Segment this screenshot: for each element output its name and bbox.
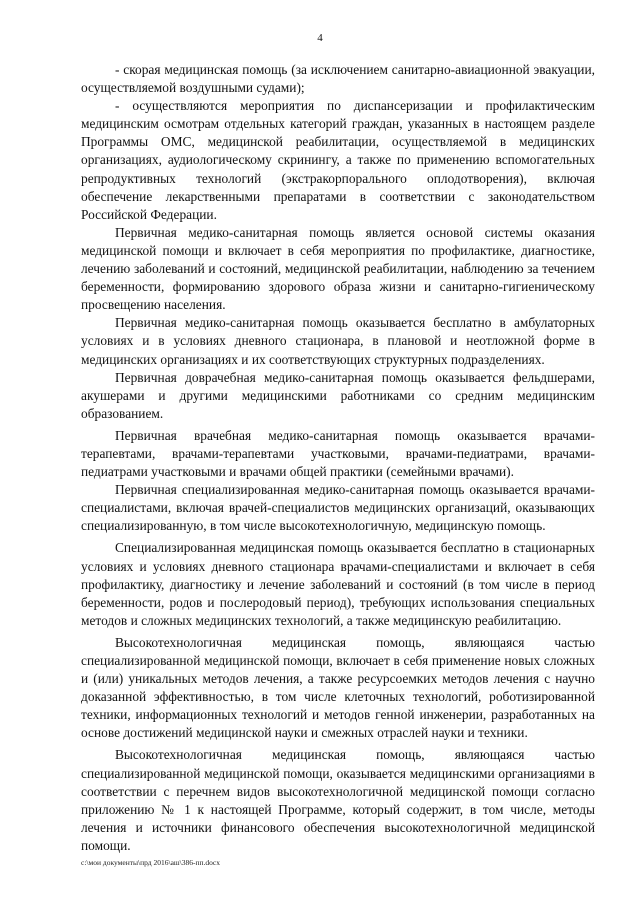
paragraph-dispensary-measures: - осуществляются мероприятия по диспансеризации и профилактическим медицинским осмотрам отдельных категорий граждан, указанных в настоящем разделе Программы ОМС, медицинской реабилитации, осуществляемой в медицинских организациях, аудиологическому скринингу, а также по применению вспомогательных репродуктивных технологий (экстракорпорального оплодотворения), включая обеспечение лекарственными препаратами в соответствии с законодательством Российской Федерации.	[81, 98, 595, 222]
paragraph-emergency-care: - скорая медицинская помощь (за исключением санитарно-авиационной эвакуации, осуществляемой воздушными судами);	[81, 62, 595, 96]
paragraph-pre-medical-care: Первичная доврачебная медико-санитарная помощь оказывается фельдшерами, акушерами и другими медицинскими работниками со средним медицинским образованием.	[81, 369, 595, 421]
paragraph-primary-care-free: Первичная медико-санитарная помощь оказывается бесплатно в амбулаторных условиях и в условиях дневного стационара, в плановой и неотложной форме в медицинских организациях и их соответствующих структурных подразделениях.	[81, 315, 595, 367]
paragraph-high-tech-care: Высокотехнологичная медицинская помощь, являющаяся частью специализированной медицинской помощи, включает в себя применение новых сложных и (или) уникальных методов лечения, а также ресурсоемких методов лечения с научно доказанной эффективностью, в том числе клеточных технологий, роботизированной техники, информационных технологий и методов генной инженерии, разработанных на основе достижений медицинской науки и смежных отраслей науки и техники.	[81, 634, 595, 741]
footer-file-path: c:\мои документы\прд 2016\аш\386-пп.docx	[81, 858, 220, 867]
paragraph-primary-physician-care: Первичная врачебная медико-санитарная помощь оказывается врачами-терапевтами, врачами-терапевтами участковыми, врачами-педиатрами, врачами-педиатрами участковыми и врачами общей практики (семейными врачами).	[81, 427, 595, 480]
paragraph-primary-specialized-care: Первичная специализированная медико-санитарная помощь оказывается врачами-специалистами, включая врачей-специалистов медицинских организаций, оказывающих специализированную, в том числе высокотехнологичную, медицинскую помощь.	[81, 482, 595, 534]
page-number: 4	[317, 32, 323, 44]
document-body	[81, 61, 595, 855]
paragraph-primary-care-basis: Первичная медико-санитарная помощь является основой системы оказания медицинской помощи и включает в себя мероприятия по профилактике, диагностике, лечению заболеваний и состояний, медицинской реабилитации, наблюдению за течением беременности, формированию здорового образа жизни и санитарно-гигиеническому просвещению населения.	[81, 224, 595, 313]
paragraph-high-tech-provision: Высокотехнологичная медицинская помощь, являющаяся частью специализированной медицинской помощи, оказывается медицинскими организациями в соответствии с перечнем видов высокотехнологичной медицинской помощи согласно приложению № 1 к настоящей Программе, который содержит, в том числе, методы лечения и источники финансового обеспечения высокотехнологичной медицинской помощи.	[81, 747, 595, 853]
paragraph-specialized-care: Специализированная медицинская помощь оказывается бесплатно в стационарных условиях и условиях дневного стационара врачами-специалистами и включает в себя профилактику, диагностику и лечение заболеваний и состояний (в том числе в период беременности, родов и послеродовый период), требующих использования специальных методов и сложных медицинских технологий, а также медицинскую реабилитацию.	[81, 540, 595, 628]
